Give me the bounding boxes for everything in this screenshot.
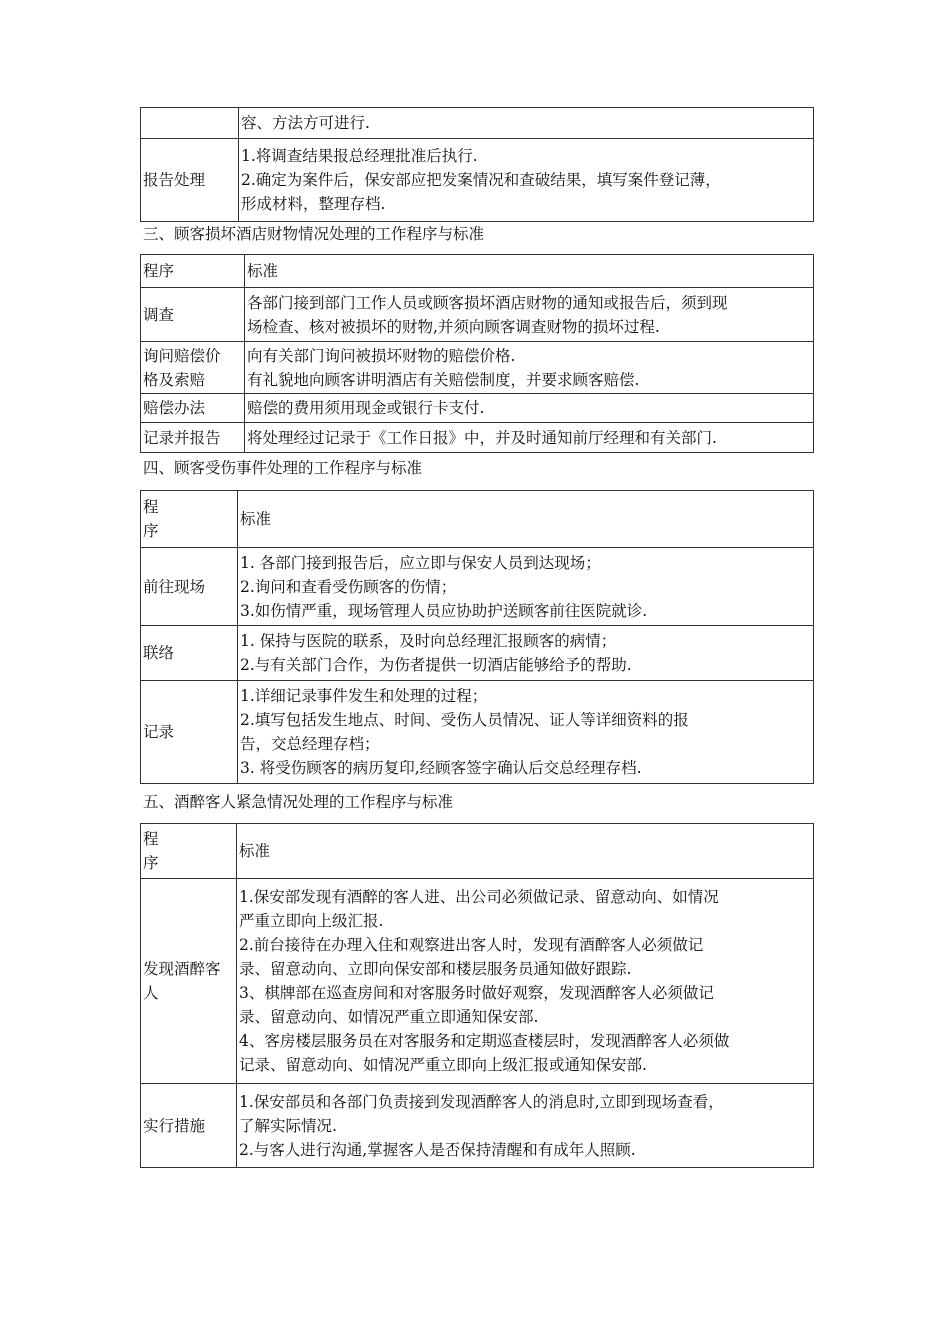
header-value: 标准 (237, 824, 814, 879)
row-key: 记录 (141, 681, 238, 784)
section-heading: 四、顾客受伤事件处理的工作程序与标准 (143, 459, 423, 477)
row-value: 1. 保持与医院的联系，及时向总经理汇报顾客的病情； 2.与有关部门合作，为伤者提供一切酒店能够给予的帮助. (238, 626, 814, 681)
row-key: 报告处理 (141, 139, 239, 222)
header-value: 标准 (238, 491, 814, 548)
row-value: 1. 各部门接到报告后，应立即与保安人员到达现场； 2.询问和查看受伤顾客的伤情； 3.如伤情严重，现场管理人员应协助护送顾客前往医院就诊. (238, 548, 814, 626)
table-row (141, 879, 814, 1084)
row-key: 前往现场 (141, 548, 238, 626)
table-row (141, 139, 814, 222)
row-value: 1.详细记录事件发生和处理的过程； 2.填写包括发生地点、时间、受伤人员情况、证人等详细资料的报 告，交总经理存档； 3. 将受伤顾客的病历复印,经顾客签字确认后交总经理存档. (238, 681, 814, 784)
header-key: 程 序 (141, 824, 237, 879)
row-value: 1.保安部员和各部门负责接到发现酒醉客人的消息时,立即到现场查看， 了解实际情况. 2.与客人进行沟通,掌握客人是否保持清醒和有成年人照顾. (237, 1084, 814, 1168)
header-key: 程 序 (141, 491, 238, 548)
row-key: 记录并报告 (141, 423, 245, 453)
section-heading: 五、酒醉客人紧急情况处理的工作程序与标准 (143, 793, 454, 811)
row-value: 将处理经过记录于《工作日报》中，并及时通知前厅经理和有关部门. (245, 423, 814, 453)
row-key: 联络 (141, 626, 238, 681)
row-value: 1.保安部发现有酒醉的客人进、出公司必须做记录、留意动向、如情况 严重立即向上级汇报. 2.前台接待在办理入住和观察进出客人时，发现有酒醉客人必须做记 录、留意动向、立即向保安部和楼层服务员通知做好跟踪. 3、棋牌部在巡查房间和对客服务时做好观察，发现酒醉客人必须做记 录、留意动向、如情况严重立即通知保安部. 4、客房楼层服务员在对客服务和定期巡查楼层时，发现酒醉客人必须做 记录、留意动向、如情况严重立即向上级汇报或通知保安部. (237, 879, 814, 1084)
row-value: 容、方法方可进行. (239, 108, 814, 139)
row-value: 向有关部门询问被损坏财物的赔偿价格. 有礼貌地向顾客讲明酒店有关赔偿制度，并要求顾客赔偿. (245, 342, 814, 394)
section-heading: 三、顾客损坏酒店财物情况处理的工作程序与标准 (143, 225, 485, 243)
header-value: 标准 (245, 255, 814, 288)
row-value: 1.将调查结果报总经理批准后执行. 2.确定为案件后，保安部应把发案情况和查破结果，填写案件登记薄， 形成材料，整理存档. (239, 139, 814, 222)
row-key (141, 108, 239, 139)
table-section4 (140, 490, 814, 784)
header-key: 程序 (141, 255, 245, 288)
row-key: 赔偿办法 (141, 394, 245, 423)
row-value: 各部门接到部门工作人员或顾客损坏酒店财物的通知或报告后，须到现 场检查、核对被损坏的财物,并须向顾客调查财物的损坏过程. (245, 288, 814, 342)
table-row (141, 1084, 814, 1168)
table-row (141, 342, 814, 394)
table-section5 (140, 823, 814, 1168)
table-section3 (140, 254, 814, 453)
row-key: 询问赔偿价 格及索赔 (141, 342, 245, 394)
row-key: 实行措施 (141, 1084, 237, 1168)
table-header-row (141, 255, 814, 288)
table-row (141, 423, 814, 453)
table-row (141, 626, 814, 681)
table-header-row (141, 491, 814, 548)
table-header-row (141, 824, 814, 879)
table-row (141, 681, 814, 784)
row-key: 发现酒醉客 人 (141, 879, 237, 1084)
table-row (141, 394, 814, 423)
table-row (141, 288, 814, 342)
row-value: 赔偿的费用须用现金或银行卡支付. (245, 394, 814, 423)
table-row (141, 548, 814, 626)
table-continuation (140, 107, 814, 222)
row-key: 调查 (141, 288, 245, 342)
table-row (141, 108, 814, 139)
